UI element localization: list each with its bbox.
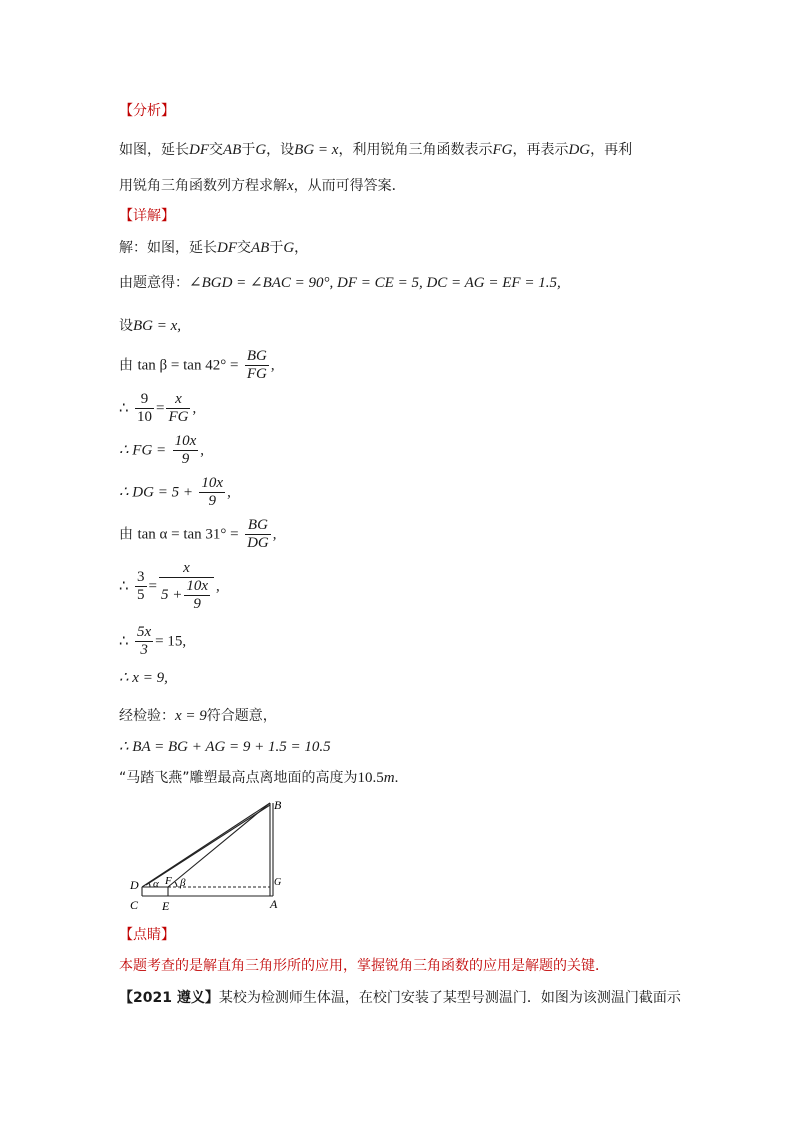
comment-text: 本题考查的是解直角三角形所的应用，掌握锐角三角函数的应用是解题的关键．: [119, 958, 609, 974]
detail-step-9: ∴ $\frac{3}{5}$ = x 5 + $\frac{10x}{9}$ ,: [119, 560, 220, 612]
detail-step-5: ∴ $\frac{9}{10}$ = $\frac{x}{FG}$ ,: [119, 391, 197, 425]
triangle-figure: [120, 795, 300, 920]
next-question: 【2021 遵义】某校为检测师生体温，在校门安装了某型号测温门．如图为该测温门截面示: [119, 990, 681, 1006]
fraction: $\frac{9}{10}$: [137, 391, 152, 425]
fraction: $\frac{x}{FG}$: [168, 391, 189, 425]
detail-conclusion: “马踏飞燕”雕塑最高点离地面的高度为10.5m.: [119, 770, 399, 786]
fraction: $\frac{BG}{FG}$: [246, 348, 267, 382]
detail-step-7: ∴ DG = 5 + $\frac{10x}{9}$ ,: [119, 475, 231, 509]
label-G: G: [274, 877, 282, 888]
fraction: $\frac{5x}{3}$: [137, 624, 152, 658]
fraction: $\frac{BG}{DG}$: [247, 517, 269, 551]
detail-step-4: 由 tan β = tan 42° = $\frac{BG}{FG}$ ,: [119, 348, 275, 382]
analysis-heading: 【分析】: [119, 103, 175, 119]
label-D: D: [130, 878, 139, 892]
fraction: $\frac{10x}{9}$: [201, 475, 224, 509]
detail-step-11: ∴ x = 9,: [119, 670, 168, 686]
detail-step-13: ∴ BA = BG + AG = 9 + 1.5 = 10.5: [119, 739, 331, 755]
detail-step-12: 经检验：x = 9符合题意，: [119, 708, 277, 724]
label-E: E: [162, 899, 170, 913]
detail-step-6: ∴ FG = $\frac{10x}{9}$ ,: [119, 433, 205, 467]
fraction: $\frac{3}{5}$: [137, 569, 145, 603]
analysis-line-2: 用锐角三角函数列方程求解x，从而可得答案．: [119, 178, 406, 194]
detail-step-2: 由题意得：∠BGD = ∠BAC = 90°, DF = CE = 5, DC = AG = EF = 1.5,: [119, 275, 561, 291]
label-beta: β: [180, 877, 186, 889]
fraction: $\frac{10x}{9}$: [174, 433, 197, 467]
detail-step-8: 由 tan α = tan 31° = $\frac{BG}{DG}$ ,: [119, 517, 277, 551]
label-alpha: α: [153, 878, 159, 890]
label-C: C: [130, 898, 139, 912]
label-A: A: [270, 897, 278, 911]
detail-heading: 【详解】: [119, 208, 175, 224]
analysis-line-1: 如图，延长DF交AB于G，设BG = x，利用锐角三角函数表示FG，再表示DG，再利: [119, 142, 633, 158]
detail-step-1: 解：如图，延长DF交AB于G，: [119, 240, 309, 256]
comment-heading: 【点睛】: [119, 927, 175, 943]
complex-fraction: x 5 + $\frac{10x}{9}$: [159, 560, 214, 613]
detail-step-10: ∴ $\frac{5x}{3}$ = 15,: [119, 624, 187, 658]
detail-step-3: 设BG = x,: [119, 318, 182, 334]
label-B: B: [274, 798, 282, 812]
label-F: F: [165, 875, 172, 887]
